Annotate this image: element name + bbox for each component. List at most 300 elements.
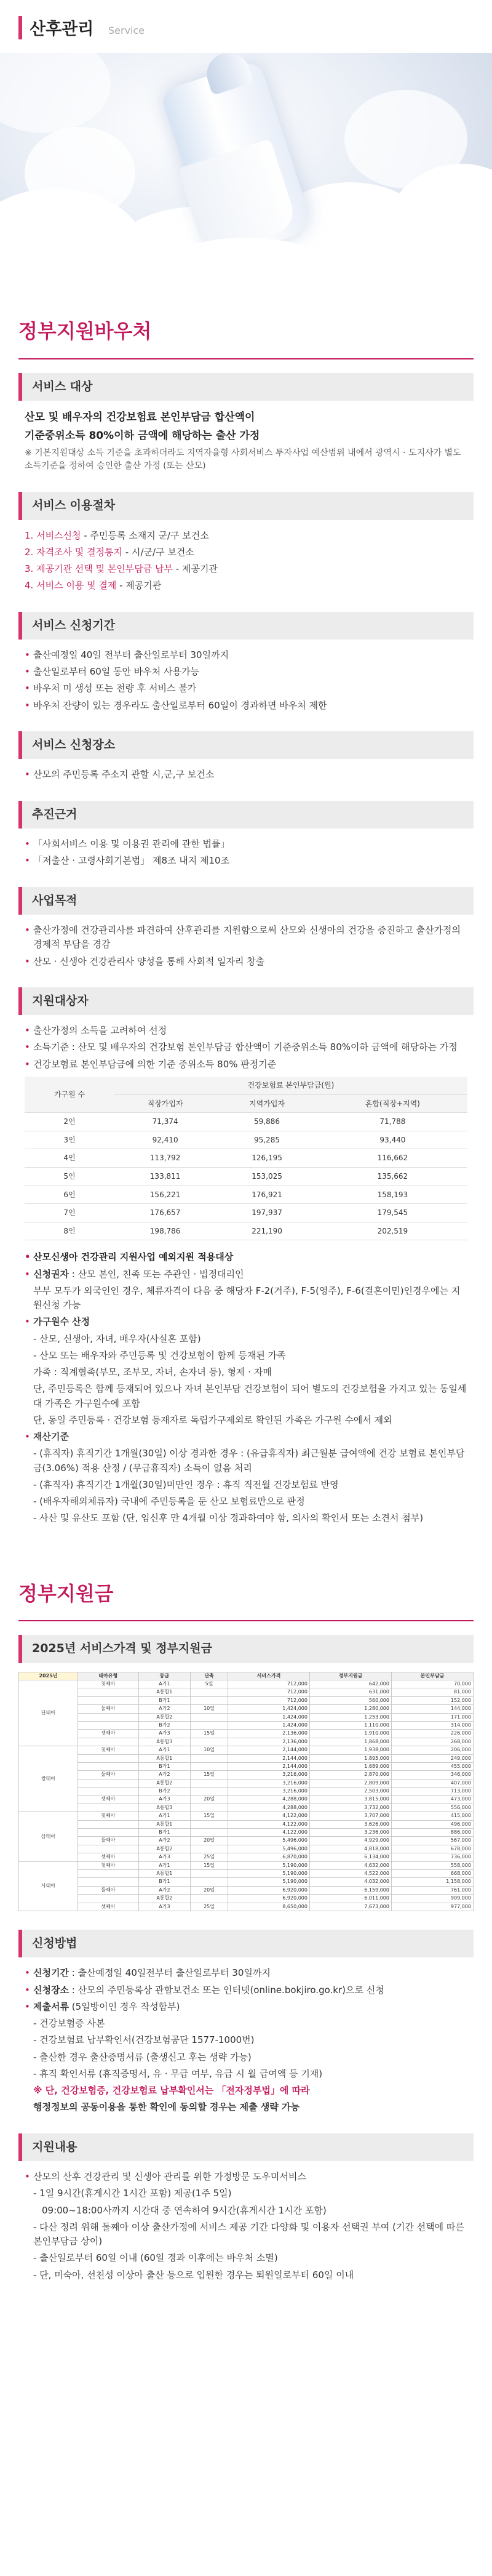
table-cell: B가1: [138, 1762, 190, 1770]
table-cell: 1,910,000: [309, 1730, 391, 1738]
table-cell: [78, 1696, 139, 1704]
table-header: 단축: [191, 1672, 228, 1680]
table-cell: 567,000: [391, 1837, 473, 1845]
table-cell: 473,000: [391, 1796, 473, 1804]
main-title-subsidy: 정부지원금: [18, 1581, 114, 1605]
table-row: [25, 1113, 467, 1131]
table-row: [19, 1903, 474, 1911]
table-cell: 둘째아: [78, 1705, 139, 1713]
table-cell: 5,496,000: [228, 1837, 309, 1845]
table-cell: 2,809,000: [309, 1779, 391, 1787]
table-cell: A통합1: [138, 1820, 190, 1828]
table-cell: A가3: [138, 1796, 190, 1804]
table-cell: 1,110,000: [309, 1721, 391, 1729]
table-row: [25, 1167, 467, 1186]
table-cell: 셋째아: [78, 1796, 139, 1804]
list-item: • 가구원수 산정: [25, 1315, 467, 1329]
table-cell: 10일: [191, 1705, 228, 1713]
table-cell: A가1: [138, 1746, 190, 1754]
table-row: [19, 1812, 474, 1820]
table-cell: 153,025: [216, 1167, 317, 1186]
section-heading: 지원내용: [18, 2133, 474, 2161]
procedure-step: 2. 자격조사 및 결정통지 - 시/군/구 보건소: [25, 546, 194, 558]
table-cell: 첫째아: [78, 1861, 139, 1869]
table-cell: 4,288,000: [228, 1804, 309, 1812]
section-support: [18, 2133, 474, 2282]
table-cell: 713,000: [391, 1788, 473, 1796]
table-cell: 3인: [25, 1131, 114, 1149]
table-cell: B가1: [138, 1878, 190, 1886]
table-cell: 25일: [191, 1853, 228, 1861]
table-row: [19, 1771, 474, 1779]
table-cell: 6,159,000: [309, 1886, 391, 1894]
table-cell: 314,000: [391, 1721, 473, 1729]
table-cell: 71,788: [318, 1113, 467, 1131]
table-row: [19, 1762, 474, 1770]
table-row: [19, 1696, 474, 1704]
table-cell: 135,662: [318, 1167, 467, 1186]
table-cell: 3,236,000: [309, 1829, 391, 1837]
table-row: [19, 1895, 474, 1903]
table-cell: 92,410: [114, 1131, 216, 1149]
table-cell: 642,000: [309, 1680, 391, 1688]
table-cell: 2,136,000: [228, 1730, 309, 1738]
target-note: ※ 기본지원대상 소득 기준을 초과하더라도 지역자율형 사회서비스 투자사업 예산범위 내에서 광역시 · 도지사가 별도 소득기준을 정하여 승인한 출산 가정 (또는 산모): [25, 447, 461, 471]
table-row: [19, 1878, 474, 1886]
list-item: • 산모신생아 건강관리 지원사업 예외지원 적용대상: [25, 1250, 467, 1264]
table-cell: 133,811: [114, 1167, 216, 1186]
list-item: • 소득기준 : 산모 및 배우자의 건강보험 본인부담금 합산액이 기준중위소득 80%이하 금액에 해당하는 가정: [25, 1040, 467, 1054]
table-row: [19, 1788, 474, 1796]
table-cell: 15일: [191, 1730, 228, 1738]
table-cell: 5,496,000: [228, 1845, 309, 1853]
table-cell: B가1: [138, 1696, 190, 1704]
table-cell: A가1: [138, 1861, 190, 1869]
table-cell: A가2: [138, 1886, 190, 1894]
table-cell: 5,190,000: [228, 1869, 309, 1877]
apply-sub: - 건강보험증 사본 - 건강보험료 납부확인서(건강보험공단 1577-1000번) - 출산한 경우 출산증명서류 (출생신고 후는 생략 가능) - 휴직 확인서류 (휴직증명서, 유 · 무급 여부, 유급 시 월 급여액 등 기재) ※ 단, 건강보험증, 건강보험료 납부확인서는 「전자정부법」에 따라 행정정보의 공동이용을 통한 확인에 동의할 경우는 제출 생략 가능: [33, 2018, 323, 2113]
table-cell: 156,221: [114, 1186, 216, 1204]
table-cell: A가2: [138, 1771, 190, 1779]
table-cell: 둘째아: [78, 1837, 139, 1845]
table-cell: 25일: [191, 1903, 228, 1911]
table-cell: 15일: [191, 1812, 228, 1820]
table-cell: 3,815,000: [309, 1796, 391, 1804]
table-row: [19, 1754, 474, 1762]
table-cell: [191, 1820, 228, 1828]
table-cell: 20일: [191, 1886, 228, 1894]
table-cell: 3,732,000: [309, 1804, 391, 1812]
table-cell: A가2: [138, 1837, 190, 1845]
table-cell: 2,136,000: [228, 1738, 309, 1746]
section-apply: [18, 1930, 474, 2115]
table-cell: A통합2: [138, 1713, 190, 1721]
support-sub: - 1일 9시간(휴게시간 1시간 포함) 제공(1주 5일) 09:00~18:00사까지 시간대 중 연속하여 9시간(휴게시간 1시간 포함) - 다산 정려 위해 둘째아 이상 출산가정에 서비스 제공 기간 다양화 및 이용자 선택권 부여 (기간 선택에 따른 본인부담금 상이) - 출산일로부터 60일 이내 (60일 경과 이후에는 바우처 소멸) - 단, 미숙아, 선천성 이상아 출산 등으로 입원한 경우는 퇴원일로부터 60일 이내: [33, 2188, 464, 2281]
list-item: • 출산일로부터 60일 동안 바우처 사용가능: [25, 665, 467, 679]
table-cell: 4,632,000: [309, 1861, 391, 1869]
table-cell: 1,689,000: [309, 1762, 391, 1770]
main-title-voucher: 정부지원바우처: [18, 319, 152, 343]
price-table: [18, 1672, 474, 1911]
procedure-step: 4. 서비스 이용 및 결제 - 제공기관: [25, 580, 162, 592]
table-cell: A가3: [138, 1853, 190, 1861]
table-cell: 496,000: [391, 1820, 473, 1828]
table-row: [25, 1222, 467, 1240]
table-cell: B가2: [138, 1721, 190, 1729]
table-header: 건강보험료 본인부담금(원): [114, 1077, 467, 1094]
table-cell: 2,144,000: [228, 1762, 309, 1770]
table-cell: 4,032,000: [309, 1878, 391, 1886]
table-cell: 126,195: [216, 1149, 317, 1168]
table-cell: 1,868,000: [309, 1738, 391, 1746]
table-cell: 6,920,000: [228, 1895, 309, 1903]
procedure-step: 1. 서비스신청 - 주민등록 소재지 군/구 보건소: [25, 529, 209, 541]
page-header: [0, 0, 492, 53]
section-procedure: [18, 492, 474, 593]
table-cell: 4인: [25, 1149, 114, 1168]
table-cell: 5일: [191, 1680, 228, 1688]
table-cell: 71,374: [114, 1113, 216, 1131]
table-header: 본인부담금: [391, 1672, 473, 1680]
table-row: [19, 1837, 474, 1845]
table-cell: 15일: [191, 1861, 228, 1869]
section-heading: 2025년 서비스가격 및 정부지원금: [18, 1635, 474, 1663]
table-cell: 1,424,000: [228, 1713, 309, 1721]
table-cell: 144,000: [391, 1705, 473, 1713]
table-header: 가구원 수: [25, 1077, 114, 1113]
page-subtitle: Service: [108, 25, 145, 36]
section-purpose: [18, 887, 474, 969]
table-row: [19, 1861, 474, 1869]
table-cell: 198,786: [114, 1222, 216, 1240]
section-service-target: [18, 373, 474, 474]
table-cell: 712,000: [228, 1688, 309, 1696]
list-item: • 출산예정일 40일 전부터 출산일로부터 30일까지: [25, 648, 467, 662]
table-cell: [78, 1762, 139, 1770]
table-header: 직장가입자: [114, 1094, 216, 1113]
table-cell: 4,929,000: [309, 1837, 391, 1845]
table-cell: 3,216,000: [228, 1771, 309, 1779]
table-row: [25, 1149, 467, 1168]
table-row: [19, 1705, 474, 1713]
table-cell: B가1: [138, 1829, 190, 1837]
table-row: [19, 1688, 474, 1696]
table-cell: 249,000: [391, 1754, 473, 1762]
table-cell: 176,657: [114, 1204, 216, 1222]
table-cell: 6,134,000: [309, 1853, 391, 1861]
table-cell: A통합2: [138, 1845, 190, 1853]
list-item: • 건강보험료 본인부담금에 의한 기준 중위소득 80% 판정기준: [25, 1057, 467, 1072]
table-header: 등급: [138, 1672, 190, 1680]
table-cell: 558,000: [391, 1861, 473, 1869]
section-heading: 서비스 신청장소: [18, 731, 474, 759]
table-cell: 95,285: [216, 1131, 317, 1149]
procedure-steps: [25, 529, 467, 593]
table-cell: A가2: [138, 1705, 190, 1713]
table-header: 태아유형: [78, 1672, 139, 1680]
table-cell: 116,662: [318, 1149, 467, 1168]
divider: [18, 1620, 474, 1621]
table-cell: [191, 1696, 228, 1704]
table-cell: A통합2: [138, 1779, 190, 1787]
list-item: • 바우처 잔량이 있는 경우라도 출산일로부터 60일이 경과하면 바우처 제한: [25, 699, 467, 713]
table-cell: 977,000: [391, 1903, 473, 1911]
table-cell: [191, 1738, 228, 1746]
table-cell: 268,000: [391, 1738, 473, 1746]
table-row: [19, 1853, 474, 1861]
table-cell: 10일: [191, 1746, 228, 1754]
section-heading: 사업목적: [18, 887, 474, 915]
table-cell: 113,792: [114, 1149, 216, 1168]
table-cell: 678,000: [391, 1845, 473, 1853]
table-cell: [191, 1788, 228, 1796]
table-cell: [78, 1820, 139, 1828]
table-cell: 셋째아: [78, 1730, 139, 1738]
table-cell: 첫째아: [78, 1746, 139, 1754]
table-cell: 8인: [25, 1222, 114, 1240]
table-cell: 4,122,000: [228, 1820, 309, 1828]
table-cell: A가1: [138, 1812, 190, 1820]
table-cell: [78, 1878, 139, 1886]
table-cell: [191, 1721, 228, 1729]
section-application-period: [18, 612, 474, 713]
table-cell: 59,886: [216, 1113, 317, 1131]
table-cell: 첫째아: [78, 1680, 139, 1688]
list-item: • 「사회서비스 이용 및 이용권 관리에 관한 법률」: [25, 837, 467, 851]
table-cell: 415,000: [391, 1812, 473, 1820]
table-cell: A통합3: [138, 1738, 190, 1746]
table-row: [19, 1820, 474, 1828]
table-cell-group: 삼태아: [19, 1812, 78, 1861]
table-cell: A가3: [138, 1730, 190, 1738]
table-cell: A통합1: [138, 1754, 190, 1762]
list-item: • 산모의 주민등록 주소지 관할 시,군,구 보건소: [25, 768, 467, 782]
table-cell: 455,000: [391, 1762, 473, 1770]
table-cell: [78, 1713, 139, 1721]
section-eligible: [18, 987, 474, 1526]
table-cell: 6,870,000: [228, 1853, 309, 1861]
table-header: 지역가입자: [216, 1094, 317, 1113]
divider: [18, 358, 474, 359]
section-application-place: [18, 731, 474, 782]
table-cell: 1,895,000: [309, 1754, 391, 1762]
table-cell: [78, 1845, 139, 1853]
table-cell: 93,440: [318, 1131, 467, 1149]
table-cell-group: 쌍태아: [19, 1746, 78, 1812]
table-cell: 81,000: [391, 1688, 473, 1696]
table-cell: 631,000: [309, 1688, 391, 1696]
procedure-step: 3. 제공기관 선택 및 본인부담금 납부 - 제공기관: [25, 563, 218, 575]
table-cell: [78, 1829, 139, 1837]
table-cell: [191, 1688, 228, 1696]
table-cell: A통합2: [138, 1895, 190, 1903]
list-item: • 신청권자 : 산모 본인, 친족 또는 주관인 · 법정대리인: [25, 1267, 467, 1282]
table-cell: 3,216,000: [228, 1788, 309, 1796]
table-cell: [191, 1878, 228, 1886]
table-row: [19, 1829, 474, 1837]
table-cell: A통합1: [138, 1688, 190, 1696]
list-item: • 출산가정의 소득을 고려하여 선정: [25, 1024, 467, 1038]
table-cell: [191, 1754, 228, 1762]
table-cell: 909,000: [391, 1895, 473, 1903]
asset-lines: - (휴직자) 휴직기간 1개월(30일) 이상 경과한 경우 : (유급휴직자) 최근월분 급여액에 건강 보험료 본인부담금(3.06%) 적용 산정 / (무급휴직자) 소득이 없음 처리 - (휴직자) 휴직기간 1개월(30일)미만인 경우 : 휴직 직전월 건강보험료 반영 - (배우자해외체류자) 국내에 주민등록을 둔 산모 보험료만으로 판정 - 사산 및 유산도 포함 (단, 임신후 만 4개월 이상 경과하여야 함, 의사의 확인서 또는 소견서 첨부): [33, 1448, 465, 1524]
list-item: • 출산가정에 건강관리사를 파견하여 산후관리를 지원함으로써 산모와 신생아의 건강을 증진하고 출산가정의 경제적 부담을 경감: [25, 923, 467, 952]
table-cell: 226,000: [391, 1730, 473, 1738]
table-cell: 206,000: [391, 1746, 473, 1754]
table-cell: 7,673,000: [309, 1903, 391, 1911]
table-cell: [191, 1779, 228, 1787]
table-cell: 15일: [191, 1771, 228, 1779]
table-cell: A통합3: [138, 1804, 190, 1812]
section-heading: 서비스 이용절차: [18, 492, 474, 520]
table-cell: 첫째아: [78, 1812, 139, 1820]
table-cell: [191, 1762, 228, 1770]
section-heading: 서비스 신청기간: [18, 612, 474, 640]
table-cell: 3,707,000: [309, 1812, 391, 1820]
table-cell: 556,000: [391, 1804, 473, 1812]
page-title: 산후관리: [30, 20, 94, 39]
table-row: [25, 1186, 467, 1204]
table-cell: 7인: [25, 1204, 114, 1222]
table-cell: 6,011,000: [309, 1895, 391, 1903]
table-cell: A가1: [138, 1680, 190, 1688]
table-cell: 3,216,000: [228, 1779, 309, 1787]
table-cell: 1,938,000: [309, 1746, 391, 1754]
table-row: [19, 1746, 474, 1754]
table-header: 정부지원금: [309, 1672, 391, 1680]
table-cell: 8,650,000: [228, 1903, 309, 1911]
table-cell: 4,818,000: [309, 1845, 391, 1853]
table-cell: [191, 1869, 228, 1877]
table-cell: 2,144,000: [228, 1746, 309, 1754]
section-heading: 추진근거: [18, 801, 474, 829]
table-cell: [78, 1788, 139, 1796]
list-item: • 산모 · 신생아 건강관리사 양성을 통해 사회적 일자리 창출: [25, 955, 467, 969]
table-row: [25, 1131, 467, 1149]
table-cell: 712,000: [228, 1696, 309, 1704]
table-cell: 5,190,000: [228, 1861, 309, 1869]
table-cell: 346,000: [391, 1771, 473, 1779]
table-cell: 179,545: [318, 1204, 467, 1222]
table-cell: 1,158,000: [391, 1878, 473, 1886]
table-cell: 2인: [25, 1113, 114, 1131]
table-cell: [78, 1869, 139, 1877]
table-row: [19, 1730, 474, 1738]
table-cell: 202,519: [318, 1222, 467, 1240]
table-cell: 197,937: [216, 1204, 317, 1222]
year-tag: 2025년: [19, 1672, 78, 1680]
table-row: [25, 1204, 467, 1222]
table-cell: 152,000: [391, 1696, 473, 1704]
table-cell-group: 단태아: [19, 1680, 78, 1746]
table-cell: 둘째아: [78, 1886, 139, 1894]
table-cell: 셋째아: [78, 1853, 139, 1861]
table-cell: [191, 1845, 228, 1853]
table-cell: [191, 1895, 228, 1903]
table-row: [19, 1886, 474, 1894]
section-price: [18, 1635, 474, 1911]
table-row: [19, 1738, 474, 1746]
table-row: [19, 1713, 474, 1721]
table-cell: 2,503,000: [309, 1788, 391, 1796]
table-cell-group: 사태아: [19, 1861, 78, 1911]
table-cell: 1,253,000: [309, 1713, 391, 1721]
table-cell: [78, 1804, 139, 1812]
table-cell: [191, 1713, 228, 1721]
table-cell: B가2: [138, 1788, 190, 1796]
table-cell: 6,920,000: [228, 1886, 309, 1894]
table-cell: [78, 1895, 139, 1903]
table-cell: 1,424,000: [228, 1721, 309, 1729]
table-cell: A가3: [138, 1903, 190, 1911]
table-cell: 221,190: [216, 1222, 317, 1240]
table-row: [19, 1869, 474, 1877]
list-item: • 산모의 산후 건강관리 및 신생아 관리를 위한 가정방문 도우미서비스: [25, 2170, 467, 2184]
table-cell: 5,190,000: [228, 1878, 309, 1886]
table-cell: 158,193: [318, 1186, 467, 1204]
baby-bottle-image: [0, 53, 492, 293]
table-cell: 560,000: [309, 1696, 391, 1704]
list-item: • 「저출산 · 고령사회기본법」 제8조 내지 제10조: [25, 854, 467, 868]
applicant-sub: 부부 모두가 외국인인 경우, 체류자격이 다음 중 해당자 F-2(거주), F-5(영주), F-6(결혼이민)인경우에는 지원신청 가능: [33, 1285, 461, 1311]
table-cell: 4,122,000: [228, 1829, 309, 1837]
table-cell: 3,626,000: [309, 1820, 391, 1828]
table-cell: 70,000: [391, 1680, 473, 1688]
section-heading: 서비스 대상: [18, 373, 474, 401]
table-cell: 736,000: [391, 1853, 473, 1861]
table-cell: 1,424,000: [228, 1705, 309, 1713]
table-row: [19, 1796, 474, 1804]
table-cell: 2,144,000: [228, 1754, 309, 1762]
table-cell: 176,921: [216, 1186, 317, 1204]
table-cell: A통합1: [138, 1869, 190, 1877]
table-cell: 171,000: [391, 1713, 473, 1721]
target-line-1: 산모 및 배우자의 건강보험료 본인부담금 합산액이: [25, 411, 255, 424]
target-line-2: 기준중위소득 80%이하 금액에 해당하는 출산 가정: [25, 430, 260, 443]
table-cell: [191, 1829, 228, 1837]
table-row: [19, 1779, 474, 1787]
table-cell: 4,288,000: [228, 1796, 309, 1804]
family-lines: - 산모, 신생아, 자녀, 배우자(사실혼 포함) - 산모 또는 배우자와 주민등록 및 건강보험이 함께 등재된 가족 가족 : 직계혈족(부모, 조부모, 자녀, 손자녀 등), 형제 · 자매 단, 주민등록은 함께 등재되어 있으나 자녀 본인부담 건강보험이 되어 별도의 건강보험을 가지고 있는 동일세대 가족은 가구원수에 포함 단, 동일 주민등록 · 건강보험 등재자로 독립가구제외로 확인된 가족은 가구원 수에서 제외: [33, 1333, 467, 1426]
list-item: • 재산기준: [25, 1430, 467, 1444]
table-cell: 둘째아: [78, 1771, 139, 1779]
table-header-row: [19, 1672, 474, 1680]
table-header: 혼합(직장+지역): [318, 1094, 467, 1113]
table-cell: 668,000: [391, 1869, 473, 1877]
table-cell: 1,280,000: [309, 1705, 391, 1713]
list-item: • 바우처 미 생성 또는 전량 후 서비스 불가: [25, 681, 467, 696]
table-cell: 2,870,000: [309, 1771, 391, 1779]
table-cell: [78, 1688, 139, 1696]
table-cell: [78, 1754, 139, 1762]
table-header: 서비스가격: [228, 1672, 309, 1680]
list-item: • 제출서류 (5일방이인 경우 작성함부): [25, 2000, 467, 2014]
table-cell: 407,000: [391, 1779, 473, 1787]
table-cell: 20일: [191, 1796, 228, 1804]
table-row: [19, 1680, 474, 1688]
table-cell: [78, 1779, 139, 1787]
table-cell: 20일: [191, 1837, 228, 1845]
table-cell: 4,122,000: [228, 1812, 309, 1820]
table-cell: [78, 1721, 139, 1729]
section-heading: 지원대상자: [18, 987, 474, 1015]
section-heading: 신청방법: [18, 1930, 474, 1957]
table-cell: 셋째아: [78, 1903, 139, 1911]
table-cell: 761,000: [391, 1886, 473, 1894]
table-cell: 886,000: [391, 1829, 473, 1837]
header-accent-bar: [18, 16, 22, 39]
table-cell: 4,522,000: [309, 1869, 391, 1877]
